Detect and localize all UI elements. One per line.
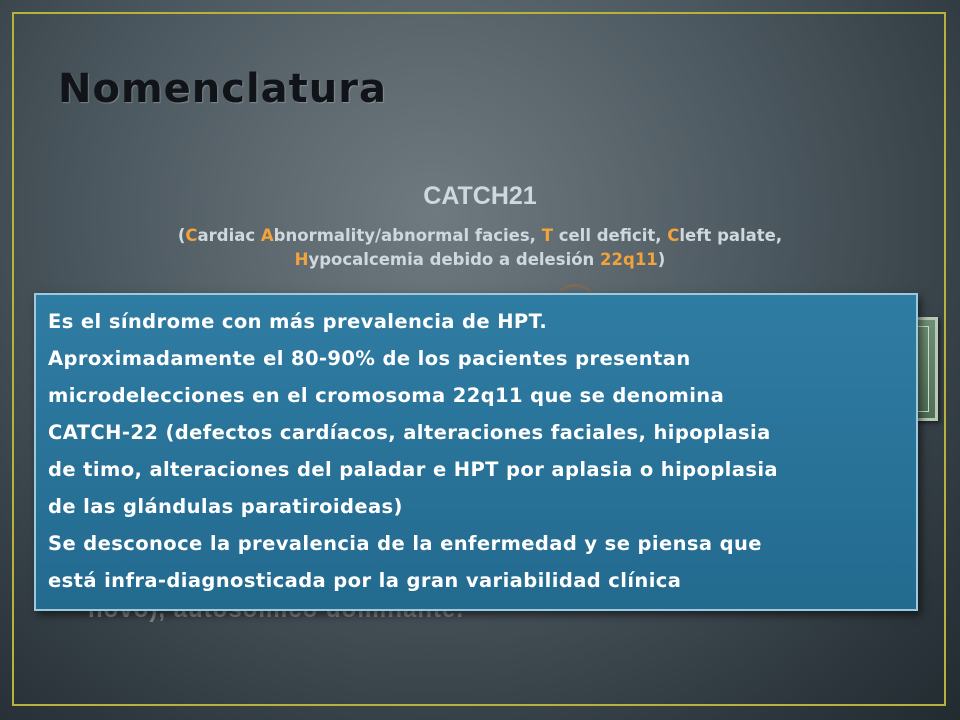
- catch-heading: CATCH21: [423, 182, 537, 210]
- slide-title: Nomenclatura: [58, 66, 387, 112]
- callout-line: Se desconoce la prevalencia de la enfermedad y se piensa que: [48, 532, 762, 555]
- catch-subtitle: (Cardiac Abnormality/abnormal facies, T cell deficit, Cleft palate, Hypocalcemia debido a delesión 22q11): [177, 226, 783, 269]
- callout-box: [34, 293, 918, 611]
- callout-line: Aproximadamente el 80-90% de los pacientes presentan: [48, 347, 691, 370]
- callout-line: de las glándulas paratiroideas): [48, 495, 403, 518]
- callout-line: Es el síndrome con más prevalencia de HPT.: [48, 310, 548, 333]
- callout-line: está infra-diagnosticada por la gran variabilidad clínica: [48, 569, 682, 592]
- callout-line: de timo, alteraciones del paladar e HPT por aplasia o hipoplasia: [48, 458, 778, 481]
- callout-line: microdelecciones en el cromosoma 22q11 que se denomina: [48, 384, 725, 407]
- callout-line: CATCH-22 (defectos cardíacos, alteraciones faciales, hipoplasia: [48, 421, 771, 444]
